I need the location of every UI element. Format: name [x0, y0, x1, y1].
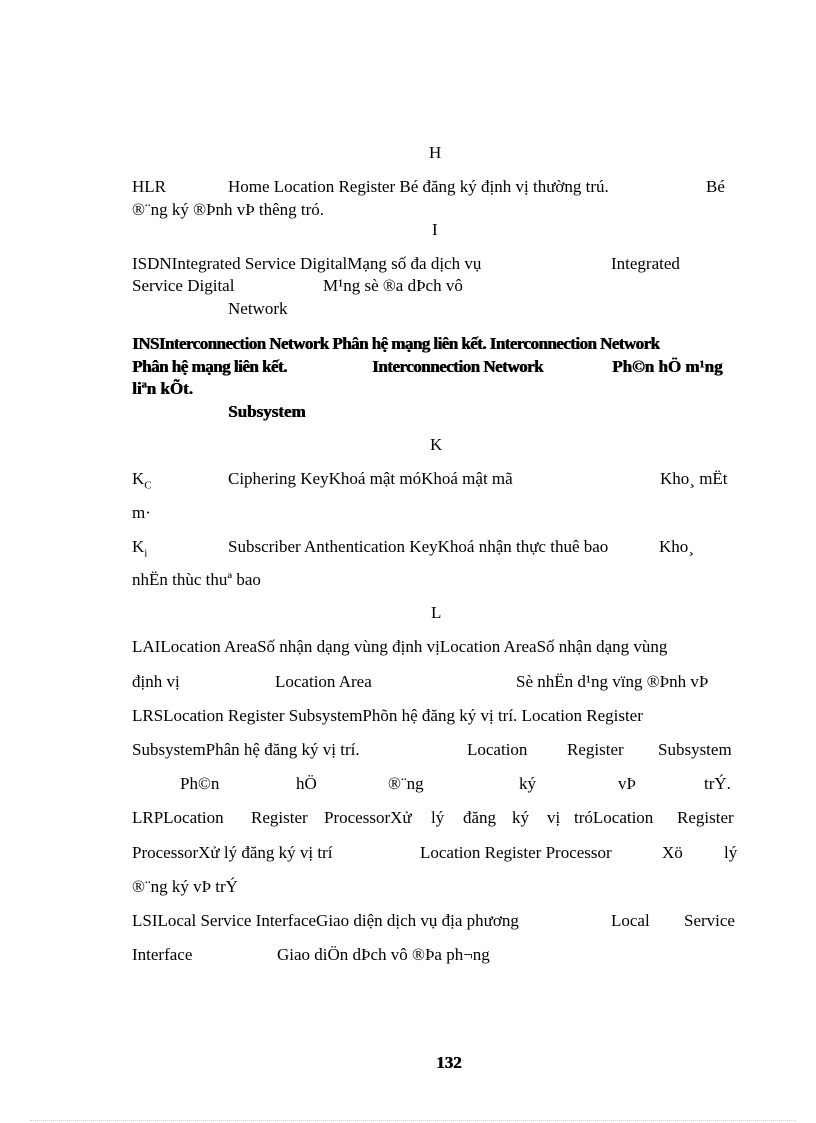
isdn-line3: Network — [228, 299, 288, 318]
lsi-line1c: Service — [684, 911, 735, 930]
ki-abbr — [132, 537, 147, 563]
lrs-w1: Ph©n — [180, 774, 220, 793]
kc-tail: Kho¸ mËt — [660, 469, 728, 488]
lrp-line3: ®¨ng ký vÞ trÝ — [132, 877, 238, 896]
kc-definition: Ciphering KeyKhoá mật móKhoá mật mã — [228, 469, 513, 488]
lrs-w3: ®¨ng — [388, 774, 424, 793]
lai-line1: LAILocation AreaSố nhận dạng vùng định vịLocation AreaSố nhận dạng vùng — [132, 637, 668, 656]
lrs-line1: LRSLocation Register SubsystemPhõn hệ đăng ký vị trí. Location Register — [132, 706, 643, 725]
page-number: 132 — [436, 1053, 462, 1072]
ins-line2c: Ph©n hÖ m¹ng — [612, 357, 723, 376]
lrp-w-h: tróLocation — [574, 808, 654, 827]
lrs-w4: ký — [519, 774, 536, 793]
hlr-line2: ®¨ng ký ®Þnh vÞ thêng tró. — [132, 200, 325, 219]
lrp-w-b: Register — [251, 808, 308, 827]
ki-abbr-main: K — [132, 537, 145, 556]
lrs-w2: hÖ — [296, 774, 317, 793]
lrp-w-e: đăng — [463, 808, 497, 827]
lrs-line2b: Location — [467, 740, 528, 759]
isdn-line2: Service Digital — [132, 276, 235, 295]
lrp-line2a: ProcessorXử lý đăng ký vị trí — [132, 843, 333, 862]
ki-tail: Kho¸ — [659, 537, 694, 556]
lrs-line2c: Register — [567, 740, 624, 759]
section-heading-l: L — [431, 603, 442, 622]
ins-line2a: Phân hệ mạng liên kết. — [132, 357, 287, 376]
section-heading-i: I — [432, 220, 438, 239]
lrp-w-c: ProcessorXử — [324, 808, 412, 827]
hlr-tail: Bé — [706, 177, 725, 196]
lsi-line1a: LSILocal Service InterfaceGiao diện dịch vụ địa phương — [132, 911, 519, 930]
hlr-abbr: HLR — [132, 177, 166, 196]
lai-line2c: Sè nhËn d¹ng vïng ®Þnh vÞ — [516, 672, 709, 691]
lrp-w-d: lý — [431, 808, 445, 827]
lsi-line2b: Giao diÖn dÞch vô ®Þa ph¬ng — [277, 945, 490, 964]
lrp-line2d: lý — [724, 843, 738, 862]
ins-line3: liªn kÕt. — [132, 379, 193, 398]
ki-definition: Subscriber Anthentication KeyKhoá nhận thực thuê bao — [228, 537, 609, 556]
lrp-w-g: vị — [547, 808, 561, 827]
kc-abbr — [132, 469, 152, 495]
lrs-line2d: Subsystem — [658, 740, 732, 759]
ins-line1: INSInterconnection Network Phân hệ mạng liên kết. Interconnection Network — [132, 334, 660, 353]
isdn-line1-tail: Integrated — [611, 254, 680, 273]
ki-line2: nhËn thùc thuª bao — [132, 570, 261, 589]
lrp-w-f: ký — [512, 808, 529, 827]
lai-line2a: định vị — [132, 672, 180, 691]
lsi-line2a: Interface — [132, 945, 193, 964]
bottom-dotted-rule — [30, 1120, 796, 1121]
lrp-line2b: Location Register Processor — [420, 843, 612, 862]
section-heading-h: H — [429, 143, 442, 162]
lsi-line1b: Local — [611, 911, 650, 930]
lrp-w-i: Register — [677, 808, 734, 827]
section-heading-k: K — [430, 435, 443, 454]
ins-line2b: Interconnection Network — [372, 357, 543, 376]
kc-line2: m· — [132, 503, 151, 522]
hlr-definition: Home Location Register Bé đăng ký định vị thường trú. — [228, 177, 609, 196]
kc-abbr-main: K — [132, 469, 145, 488]
ki-abbr-sub: i — [144, 547, 148, 560]
lrs-w6: trÝ. — [704, 774, 731, 793]
isdn-line1: ISDNIntegrated Service DigitalMạng số đa dịch vụ — [132, 254, 482, 273]
lrs-w5: vÞ — [618, 774, 636, 793]
kc-abbr-sub: C — [144, 479, 152, 492]
lrs-line2a: SubsystemPhân hệ đăng ký vị trí. — [132, 740, 360, 759]
lai-line2b: Location Area — [275, 672, 372, 691]
isdn-line2-vn: M¹ng sè ®a dÞch vô — [323, 276, 463, 295]
lrp-line2c: Xö — [662, 843, 683, 862]
ins-line4: Subsystem — [228, 402, 306, 421]
lrp-w-a: LRPLocation — [132, 808, 224, 827]
